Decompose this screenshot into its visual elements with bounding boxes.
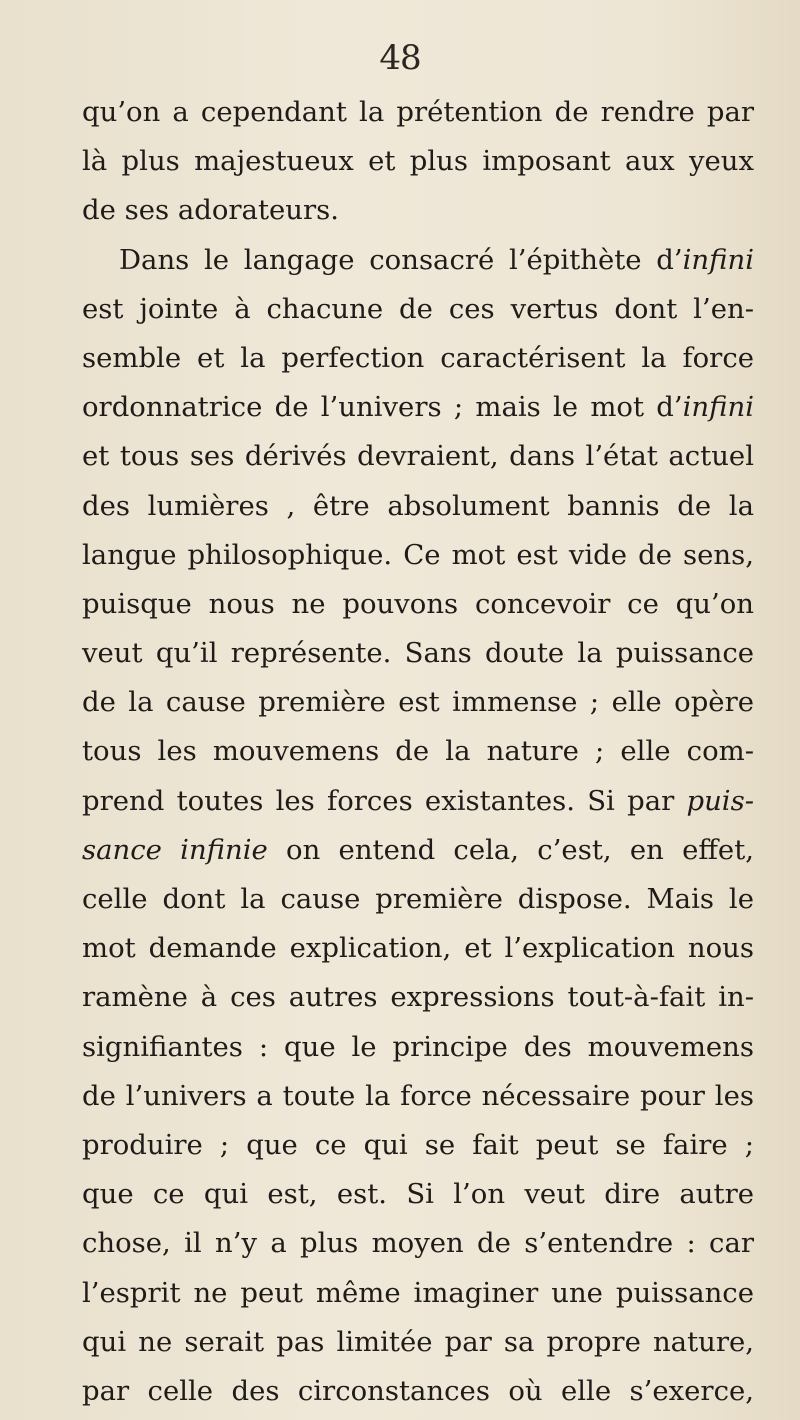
italic-segment: infini xyxy=(682,391,754,424)
text-line: par celle des circonstances où elle s’exerce, xyxy=(82,1374,754,1407)
text-line: qu’on a cependant la prétention de rendre par xyxy=(82,96,754,128)
text-line: de la cause première est immense ; elle opère xyxy=(82,686,754,719)
text-line: tous les mouvemens de la nature ; elle com- xyxy=(82,735,754,768)
italic-segment: puis- xyxy=(686,784,754,817)
text-line: que ce qui est, est. Si l’on veut dire autre xyxy=(82,1178,754,1211)
text-line: langue philosophique. Ce mot est vide de sens, xyxy=(82,538,754,571)
text-line xyxy=(82,826,754,875)
italic-segment: sance infinie xyxy=(82,833,268,866)
text-line: mot demande explication, et l’explication nous xyxy=(82,932,754,965)
italic-segment: infini xyxy=(682,243,754,276)
text-segment: Dans le langage consacré l’épithète d’ xyxy=(119,243,683,276)
text-line xyxy=(82,383,754,432)
text-line: de ses adorateurs. xyxy=(82,194,339,227)
text-line: est jointe à chacune de ces vertus dont l’en- xyxy=(82,292,754,325)
text-segment: prend toutes les forces existantes. Si par xyxy=(82,784,687,817)
text-line: celle dont la cause première dispose. Mais le xyxy=(82,883,754,915)
text-line xyxy=(82,777,754,826)
text-line: ramène à ces autres expressions tout-à-fait in- xyxy=(82,981,754,1014)
text-line: l’esprit ne peut même imaginer une puissance xyxy=(82,1276,754,1309)
text-line: de l’univers a toute la force nécessaire pour les xyxy=(82,1079,754,1112)
text-line: veut qu’il représente. Sans doute la puissance xyxy=(82,637,754,670)
text-segment: on entend cela, c’est, en effet, xyxy=(267,833,754,866)
text-line: produire ; que ce qui se fait peut se faire ; xyxy=(82,1128,754,1161)
text-line: qui ne serait pas limitée par sa propre nature, xyxy=(82,1325,754,1358)
text-line: chose, il n’y a plus moyen de s’entendre : car xyxy=(82,1227,754,1260)
body-text xyxy=(82,88,754,1416)
text-line xyxy=(82,236,754,285)
text-line: là plus majestueux et plus imposant aux yeux xyxy=(82,145,754,178)
page-number: 48 xyxy=(379,38,421,78)
text-segment: ordonnatrice de l’univers ; mais le mot d’ xyxy=(82,391,683,424)
text-line: et tous ses dérivés devraient, dans l’état actuel xyxy=(82,440,754,473)
text-line: puisque nous ne pouvons concevoir ce qu’on xyxy=(82,587,754,620)
text-line: signifiantes : que le principe des mouvemens xyxy=(82,1030,754,1063)
text-line: semble et la perfection caractérisent la force xyxy=(82,341,754,374)
text-line: des lumières , être absolument bannis de la xyxy=(82,489,754,522)
